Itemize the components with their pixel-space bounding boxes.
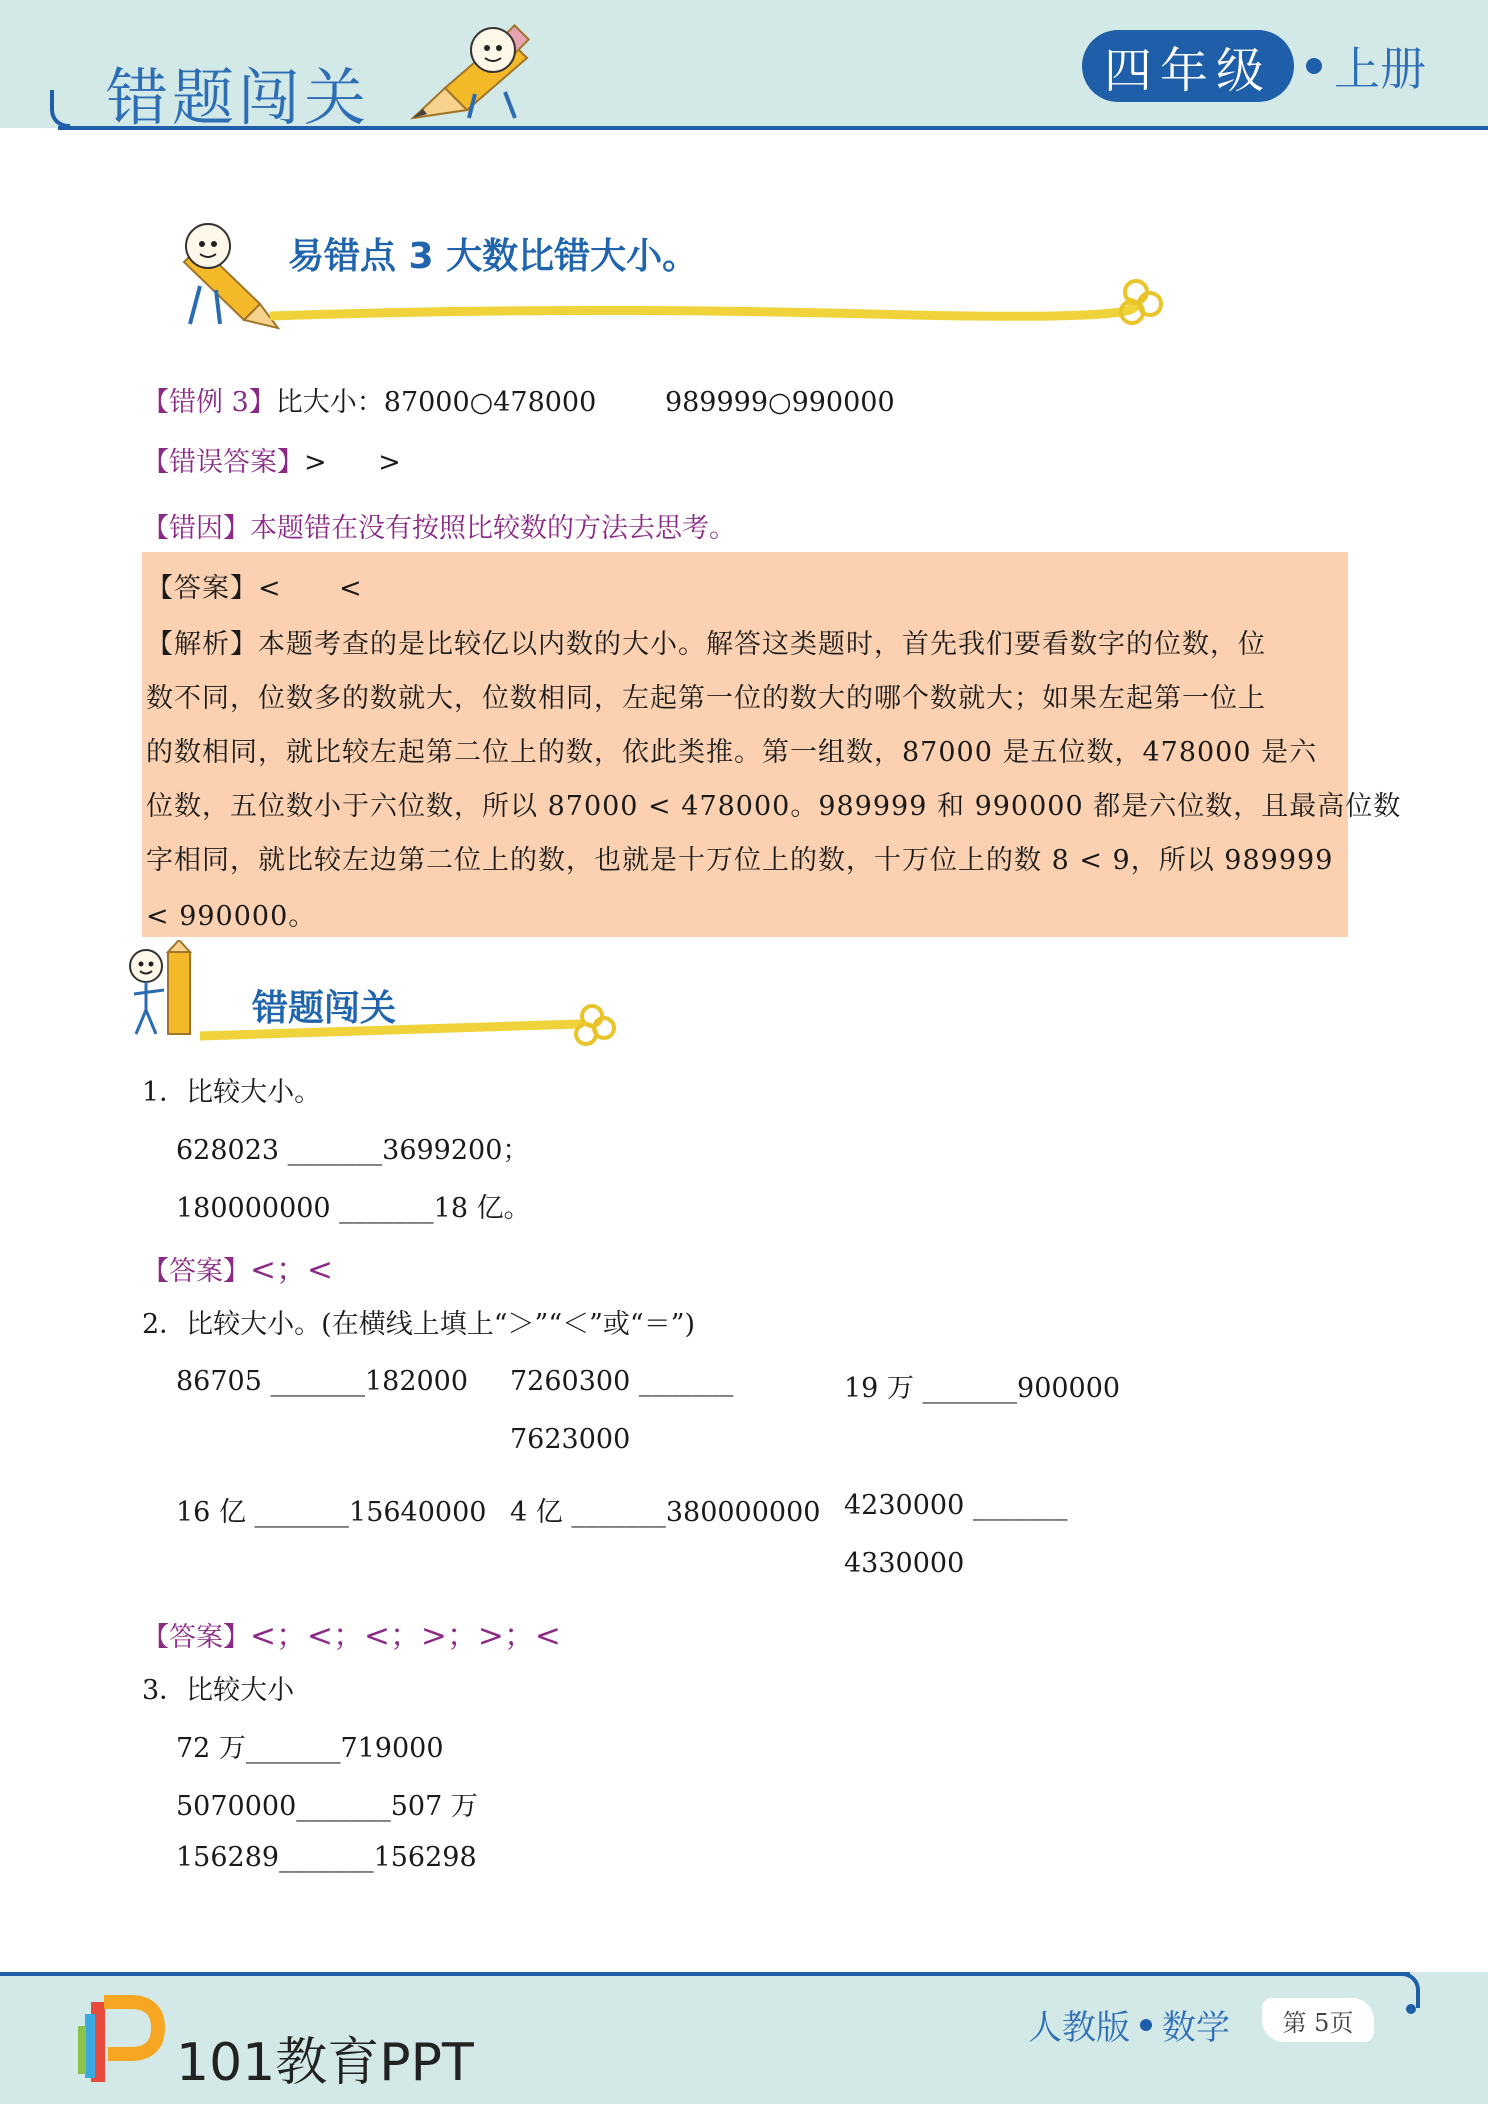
wrong-text: > >	[304, 447, 401, 478]
volume-label: 上册	[1334, 42, 1427, 96]
yellow-ribbon	[270, 262, 1170, 332]
analysis-line-1	[146, 622, 1266, 661]
pencil-mascot-icon	[118, 940, 208, 1040]
subject-text: 数学	[1162, 2008, 1230, 2048]
question-2-item: 4230000 _______	[844, 1490, 1068, 1521]
question-3-item: 72 万_______719000	[176, 1733, 444, 1764]
question-1-item: 628023 _______3699200；	[176, 1135, 530, 1166]
example-tag: 【错例 3】	[142, 387, 276, 418]
bullet-dot-icon	[1306, 58, 1322, 74]
page-number: 第 5页	[1262, 1998, 1374, 2042]
cause-text: 本题错在没有按照比较数的方法去思考。	[250, 513, 736, 544]
analysis-line-4: 位数，五位数小于六位数，所以 87000 < 478000。989999 和 990000 都是六位数，且最高位数	[146, 791, 1402, 822]
answer-text: <；<；<；>；>；<	[250, 1618, 561, 1654]
section-title: 错题闯关	[252, 988, 397, 1029]
brand-logo-icon	[68, 1994, 168, 2086]
question-2-answer	[142, 1610, 561, 1655]
wrong-answer	[142, 440, 401, 479]
answer-tag: 【答案】	[142, 1622, 250, 1653]
question-2-item: 86705 _______182000	[176, 1366, 469, 1397]
answer-text: < <	[258, 573, 363, 604]
bullet-dot-icon	[1140, 2019, 1152, 2031]
error-cause	[142, 506, 736, 545]
edition-label	[1028, 2000, 1230, 2049]
header-title: 错题闯关	[106, 61, 371, 134]
pencil-mascot-icon	[405, 14, 545, 124]
error-example	[142, 380, 895, 419]
section-title: 易错点 3 大数比错大小。	[288, 236, 699, 277]
question-2-item: 7260300 _______	[510, 1366, 734, 1397]
grade-label: 四年级	[1082, 30, 1294, 102]
analysis-line-2: 数不同，位数多的数就大，位数相同，左起第一位的数大的哪个数就大；如果左起第一位上	[146, 683, 1266, 714]
footer-rule	[0, 1972, 1410, 1976]
analysis-line-5: 字相同，就比较左边第二位上的数，也就是十万位上的数，十万位上的数 8 < 9，所以 989999	[146, 845, 1334, 876]
answer-line	[146, 566, 363, 605]
bullet-dot-icon	[1406, 2004, 1416, 2014]
brand-name: 101教育PPT	[176, 2033, 474, 2093]
question-3-item: 5070000_______507 万	[176, 1791, 478, 1822]
question-2-item: 19 万 _______900000	[844, 1373, 1121, 1404]
question-1-answer	[142, 1244, 333, 1289]
answer-text: <；<	[250, 1252, 333, 1288]
question-3-item: 156289_______156298	[176, 1842, 477, 1873]
example-text: 比大小：87000○478000 989999○990000	[275, 387, 895, 418]
analysis-tag: 【解析】	[146, 629, 258, 660]
wrong-tag: 【错误答案】	[142, 447, 304, 478]
analysis-line-6: < 990000。	[146, 901, 317, 932]
grade-badge	[1082, 30, 1426, 102]
cause-tag: 【错因】	[142, 513, 250, 544]
question-1-item: 180000000 _______18 亿。	[176, 1193, 531, 1224]
analysis-text: 本题考查的是比较亿以内数的大小。解答这类题时，首先我们要看数字的位数，位	[258, 629, 1266, 660]
question-2-stem: 2．比较大小。(在横线上填上“＞”“＜”或“＝”)	[142, 1309, 696, 1340]
answer-tag: 【答案】	[146, 573, 258, 604]
question-3-stem: 3．比较大小	[142, 1675, 295, 1706]
question-2-item: 4 亿 _______380000000	[510, 1497, 821, 1528]
analysis-line-3: 的数相同，就比较左起第二位上的数，依此类推。第一组数，87000 是五位数，478000 是六	[146, 737, 1318, 768]
answer-tag: 【答案】	[142, 1256, 250, 1287]
question-2-item: 16 亿 _______15640000	[176, 1497, 487, 1528]
question-2-item-wrap: 4330000	[844, 1548, 965, 1579]
question-2-item-wrap: 7623000	[510, 1424, 631, 1455]
question-1-stem: 1．比较大小。	[142, 1077, 322, 1108]
yellow-ribbon	[200, 1000, 630, 1050]
edition-text: 人教版	[1028, 2008, 1130, 2048]
